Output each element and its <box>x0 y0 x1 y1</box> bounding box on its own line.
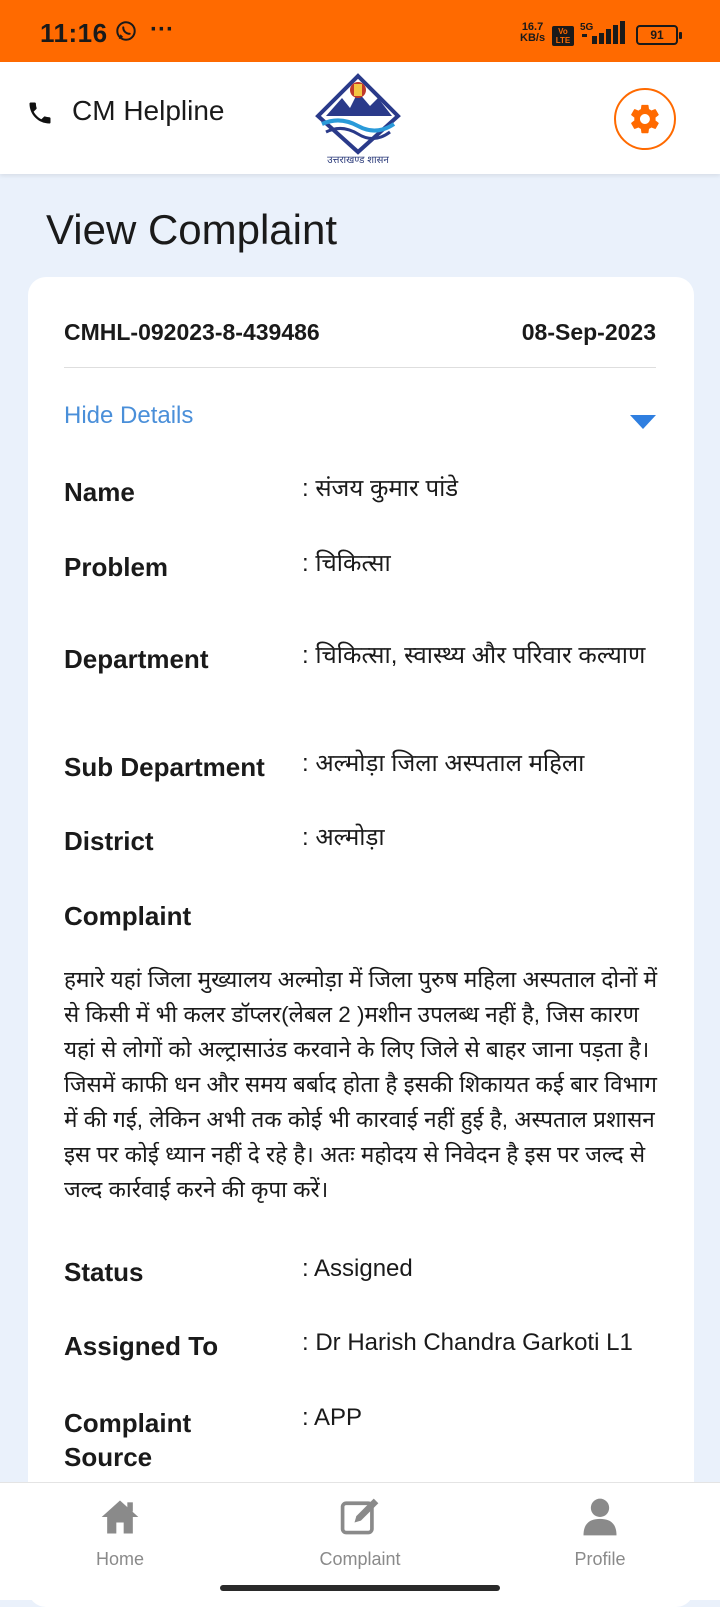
helpline-title: CM Helpline <box>72 95 225 126</box>
sub-department-label: Sub Department <box>64 752 265 782</box>
network-speed-value: 16.7 <box>521 21 544 33</box>
app-header <box>0 62 720 174</box>
page-title: View Complaint <box>46 206 338 253</box>
edit-icon <box>338 1495 382 1539</box>
settings-button[interactable] <box>614 88 676 150</box>
department-value: : चिकित्सा, स्वास्थ्य और परिवार कल्याण <box>302 642 646 669</box>
complaint-card <box>28 277 694 1607</box>
complaint-label: Complaint <box>64 901 192 931</box>
name-label: Name <box>64 477 135 507</box>
nav-label-profile: Profile <box>574 1549 626 1569</box>
status-bar <box>0 0 720 62</box>
assigned-to-value: : Dr Harish Chandra Garkoti L1 <box>302 1329 633 1356</box>
network-speed <box>520 22 545 44</box>
home-icon <box>98 1495 142 1539</box>
hide-details-toggle[interactable]: Hide Details <box>64 402 194 429</box>
status-value: : Assigned <box>302 1255 413 1282</box>
person-icon <box>578 1495 622 1539</box>
complaint-id: CMHL-092023-8-439486 <box>64 319 320 345</box>
bottom-nav <box>0 1482 720 1600</box>
complaint-date: 08-Sep-2023 <box>521 319 656 345</box>
name-value: : संजय कुमार पांडे <box>302 475 459 502</box>
battery-icon: 91 <box>636 25 678 45</box>
home-indicator[interactable] <box>220 1585 500 1591</box>
phone-icon[interactable] <box>26 99 54 127</box>
signal-icon <box>580 20 626 46</box>
nav-item-profile[interactable] <box>500 1483 700 1583</box>
department-label: Department <box>64 644 209 674</box>
nav-item-complaint[interactable] <box>260 1483 460 1583</box>
gear-icon <box>628 102 662 136</box>
status-time: 11:16 <box>40 18 108 48</box>
notification-more-icon: ··· <box>150 16 174 43</box>
network-type: 5G <box>580 22 594 33</box>
problem-value: : चिकित्सा <box>302 550 391 577</box>
district-label: District <box>64 826 154 856</box>
divider <box>64 367 656 368</box>
status-label: Status <box>64 1257 144 1287</box>
complaint-source-value: : APP <box>302 1404 363 1431</box>
complaint-source-label: Complaint Source <box>64 1408 192 1472</box>
nav-label-complaint: Complaint <box>319 1549 401 1569</box>
caret-down-icon[interactable] <box>630 415 656 429</box>
complaint-text: हमारे यहां जिला मुख्यालय अल्मोड़ा में जिला पुरुष महिला अस्पताल दोनों में से किसी में भी कलर डॉप्लर(लेबल 2 )मशीन उपलब्ध नहीं है, जिस कारण यहां से लोगों को अल्ट्रासाउंड करवाने के लिए जिले से बाहर जाना पड़ता है।जिसमें काफी धन और समय बर्बाद होता है इसकी शिकायत कई बार विभाग में की गई, लेकिन अभी तक कोई भी कारवाई नहीं हुई है, अस्पताल प्रशासन इस पर कोई ध्यान नहीं दे रहे है। अतः महोदय से निवेदन है इस पर जल्द से जल्द कार्रवाई करने की कृपा करें। <box>64 967 658 1202</box>
volte-badge: Vo LTE <box>552 26 574 46</box>
logo-caption: उत्तराखण्ड शासन <box>327 155 389 166</box>
whatsapp-icon <box>115 20 137 42</box>
district-value: : अल्मोड़ा <box>302 824 385 851</box>
sub-department-value: : अल्मोड़ा जिला अस्पताल महिला <box>302 750 585 777</box>
network-speed-unit: KB/s <box>520 32 546 44</box>
problem-label: Problem <box>64 552 169 582</box>
nav-label-home: Home <box>95 1549 144 1569</box>
nav-item-home[interactable] <box>20 1483 220 1583</box>
assigned-to-label: Assigned To <box>64 1331 219 1361</box>
